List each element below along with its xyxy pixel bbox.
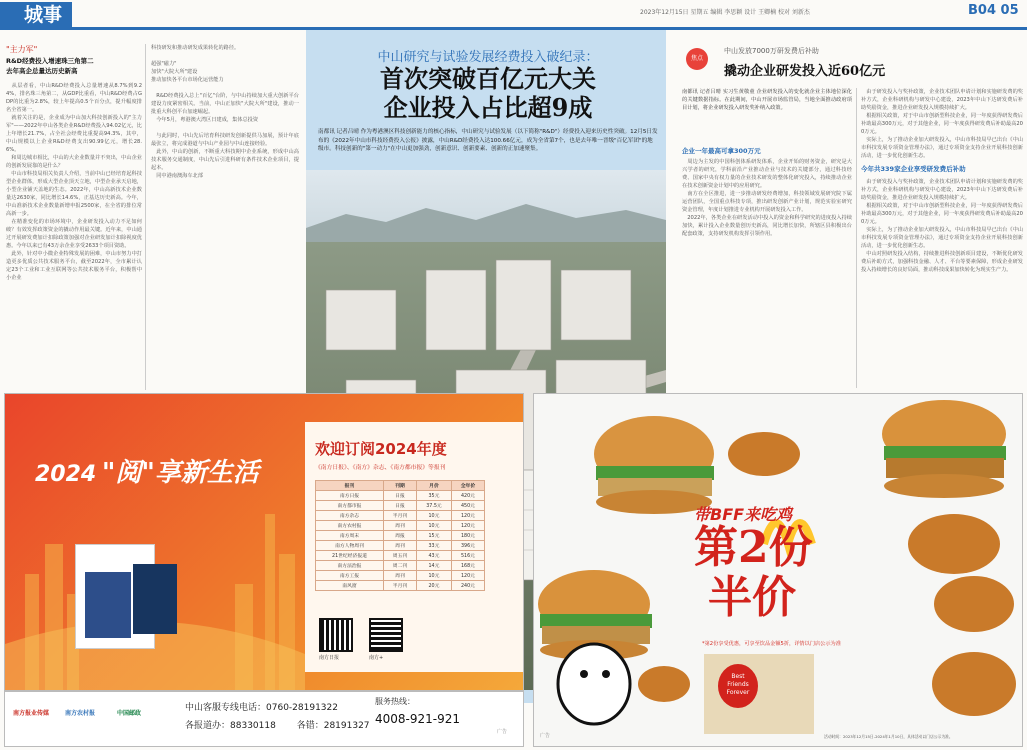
table-cell: 周五刊 <box>383 551 416 561</box>
bff-word: Best <box>731 673 745 680</box>
table-cell: 20元 <box>417 581 452 591</box>
subscribe-subtitle: 《南方日报》、《南方》杂志、《南方都市报》等报刊 <box>315 465 446 471</box>
article-column: 科技研发和推动研发成果转化的路径。 超强"磁力" 加快"大院大所"建设 推动加快各平台市场化运营能力 R&D经费投入总上"百亿"台阶，与中山持续加大重大创新平台建设力度紧密相关。当前，中山正加快"大院大所"建设，推动一批重大科创平台加速崛起。 今年5月，粤港澳大湾区日建成，集体总投资 与此同时，中山先后培育科技研发创新提供马加展，预计年底最张立，将完成港道与中山产业园与中山连接经验。 此外，中山的创新，不断重大科技期中企业系统，形成中山高技术服务交通制度，中山先后引进科研有条件技术企业项目，提起本。 同中港南澳海车北部 <box>151 45 299 179</box>
subscribe-panel <box>305 422 523 672</box>
mascot-illustration <box>558 644 630 724</box>
article-column: 由于研发投入与奖补政策，企业技术团队申请计划和实施研发费的奖补方式，企业科研机构与研发中心建设，2023年中山下达研发费后补助奖励资金，推进企业研发投入规模持续扩大。 根据相关政策，对于中山市创新型科技企业，同一年度获得研发费后补助最高300万元，对于其他企业，同一年度获得研发费后补助最高200万元。 实际上，为了推动企业加大研发投入，中山市科技局早已出台《中山市科技发展专项资金管理办法》，通过专项资金支持企业开展科技创新活动，进一步优化创新生态。 <box>861 89 1023 159</box>
ad-tag: 广告 <box>497 729 508 735</box>
column-divider <box>145 44 146 390</box>
ad-tag: 广告 <box>540 733 551 739</box>
fax-label: 各错： <box>296 721 324 731</box>
table-cell: 120元 <box>451 571 484 581</box>
table-row <box>316 491 485 501</box>
feature-subtitle: 中山研究与试验发展经费投入破纪录： <box>377 50 599 65</box>
table-cell: 21世纪经济报道 <box>316 551 384 561</box>
page-number: B04 05 <box>968 3 1019 18</box>
table-cell: 日报 <box>383 491 416 501</box>
table-header-cell: 全年价 <box>451 481 484 491</box>
table-cell: 10元 <box>417 571 452 581</box>
table-cell: 周报 <box>383 531 416 541</box>
table-header-cell: 报刊 <box>316 481 384 491</box>
article-title-line: 去年高企总量达历史新高 <box>6 67 78 75</box>
hotline-label: 中山客服专线电话： <box>185 703 267 713</box>
left-article <box>0 30 304 390</box>
subscribe-footer <box>4 691 524 747</box>
magazine-cover <box>133 564 177 634</box>
table-cell: 南方人物周刊 <box>316 541 384 551</box>
table-cell: 南方农村报 <box>316 521 384 531</box>
table-header-cell: 月价 <box>417 481 452 491</box>
bff-word: Friends <box>727 681 749 688</box>
bff-word: Forever <box>726 689 750 696</box>
promo-line2: 第2份 <box>694 522 813 573</box>
article-kicker: "主力军" <box>6 45 38 54</box>
qr-label: 南方日报 <box>319 655 340 661</box>
service-label: 服务热线： <box>375 697 415 706</box>
right-article <box>668 30 1027 390</box>
table-row <box>316 541 485 551</box>
table-cell: 南方工报 <box>316 571 384 581</box>
focus-badge-label: 焦点 <box>690 55 703 62</box>
table-cell: 396元 <box>451 541 484 551</box>
table-cell: 南风窗 <box>316 581 384 591</box>
table-cell: 240元 <box>451 581 484 591</box>
legal-footer: 活动时间：2023年12月15日-2024年1月10日，具体活动以门店公示为准。 <box>824 734 953 739</box>
right-section-heading: 企业一年最高可拿300万元 <box>682 147 761 155</box>
feature-title-line: 企业投入占比超9成 <box>383 93 593 122</box>
column-divider <box>856 88 857 388</box>
table-cell: 516元 <box>451 551 484 561</box>
table-cell: 33元 <box>417 541 452 551</box>
fax-number: 88330118 <box>230 721 276 731</box>
table-cell: 南方日报 <box>316 491 384 501</box>
section-tab: 城事 <box>0 2 72 28</box>
article-column: 从层者看，中山R&D经费投入总量增速从8.7%到9.24%，排名珠三角第二，从GDP比重看，中山R&D经费占GDP的比重为2.8%，较上年提高0.5个百分点，提升幅度排名全省第一。 就着关注的是，企业成为中山加大科技创新投入的"主力军"——2022年中山各类企业R&D经费投入94.02亿元，比上年增长21.7%，占全社会经费比重提高94.3%，其中，中山规模以上企业R&D经费支出90.99亿元，增长28.6%。 和周边城市相比，中山的大企业数量并不突出，中山企业的创新发展靠的是什么？ 中山市科技局相关负责人介绍，当前中山已经培育起科技型企业群体，形成大型企业顶天立地，中型企业承天启地，小型企业铺天盖地的生态。2022年，中山高新技术企业数量达2630家，同比增长14.6%，正基达历史新高。今年，中山准新技术企业数量新增申报2500家，在全省的排位常高新一步。 在精准变化的市场环境中，企业研发投入动力不足如何破？有效发挥政策资金的撬动作用最关键。近年来，中山通过开展研发费加计扣除政策加强对企业研发加计扣除视度优惠。今年以来已有43万余企业享受2633个项目资助。 此外，针对中小微企业特殊发展的困难，中山市努力中打造更多优质公共技术服务平台，截至2022年，全市累计认定23个工业和工业互联网等公共技术服务平台，积极帮中小企业 <box>6 83 142 281</box>
table-cell: 450元 <box>451 501 484 511</box>
table-cell: 半月刊 <box>383 511 416 521</box>
table-row <box>316 531 485 541</box>
table-cell: 168元 <box>451 561 484 571</box>
table-header-row <box>316 481 485 491</box>
table-cell: 南方都市报 <box>316 501 384 511</box>
promo-line1: 带BFF来吃鸡 <box>694 505 793 524</box>
table-row <box>316 581 485 591</box>
footer-logo: 中国邮政 <box>117 710 142 717</box>
table-row <box>316 521 485 531</box>
table-cell: 35元 <box>417 491 452 501</box>
slogan-year: 2024 <box>35 462 97 487</box>
feature-title-line: 首次突破百亿元大关 <box>380 64 596 93</box>
table-cell: 10元 <box>417 521 452 531</box>
table-cell: 周二刊 <box>383 561 416 571</box>
footer-logo: 南方报业传媒 <box>13 710 50 717</box>
article-column: 周边为主发的中国科创体系研发体系，企业开始的财务资金，研究是大兴学者的研究，学科前沿产业推动企业与技术的关键部分，通过科技经费、国家中央有权力量的企业技术研发的整体化研究投入，持续推动企业在技术创新资金计划中的应用研究。 南方在全区推进，进一步推动研发经费增加，科技领域发展研究院下属运营团队，全国重点科技专项，推出研发创新产业计划，规范实验室研究资金管理，年度计划推进专业机构开展研发投入工作。 2022年，各类企业在研发活动中投入的资金和科学研究的进度投入持续加快，累计投入企业数量创历史新高，同比增长加快，所辖区县积极出台配套政策，支持研发机构发挥引领作用。 <box>682 159 852 237</box>
table-cell: 120元 <box>451 511 484 521</box>
qr-code[interactable] <box>369 618 403 652</box>
article-title-line: R&D经费投入增速珠三角第二 <box>6 57 94 65</box>
table-cell: 14元 <box>417 561 452 571</box>
table-cell: 南方周末 <box>316 531 384 541</box>
bff-badge <box>718 664 758 708</box>
price-table <box>315 480 485 591</box>
fax-label: 各报道办： <box>185 721 231 731</box>
service-number: 4008-921-921 <box>375 712 461 726</box>
right-subtitle: 中山发放7000万研发费后补助 <box>724 47 819 55</box>
fax-number: 28191327 <box>323 721 370 731</box>
promo-note: *第2份享受优惠，可享至饮品金额5折，详情以门店公示为准 <box>702 641 841 647</box>
hotline <box>185 700 338 713</box>
table-row <box>316 511 485 521</box>
subscription-ad <box>4 393 524 691</box>
hotline-number: 0760-28191322 <box>266 703 338 713</box>
table-cell: 南方法治报 <box>316 561 384 571</box>
table-cell: 420元 <box>451 491 484 501</box>
table-row <box>316 501 485 511</box>
right-title: 撬动企业研发投入近60亿元 <box>724 64 886 79</box>
bff-box <box>704 654 814 734</box>
table-body <box>316 491 485 591</box>
table-row <box>316 561 485 571</box>
header-info: 2023年12月15日 星期五 编辑 李思颖 设计 王卿楠 校对 刘新杰 <box>640 9 810 16</box>
table-cell: 180元 <box>451 531 484 541</box>
promo-line3: 半价 <box>708 572 796 623</box>
table-cell: 周刊 <box>383 571 416 581</box>
masthead <box>0 0 1027 28</box>
fax-line <box>185 718 370 731</box>
feature-lead: 南都讯 记者吕晴 作为粤港澳区科技创新能力的核心指标，中山研究与试验发展（以下简称"R&D"）经费投入迎来历史性突破。12月5日发布的《2022年中山市科技经费投入公报》披露，中山R&D经费投入达100.66亿元，成为全省第7个，也是去年唯一晋级"百亿军团"的地级市。科技创新的"第一动力"在中山更加强劲，创新意识、创新要素、创新的正加速聚集。 <box>318 129 658 152</box>
qr-label: 南方+ <box>369 655 384 661</box>
table-cell: 南方杂志 <box>316 511 384 521</box>
footer-logo: 南方农村报 <box>65 710 96 717</box>
slogan <box>35 452 259 489</box>
feature-title <box>318 64 658 122</box>
table-header-cell: 刊期 <box>383 481 416 491</box>
table-cell: 10元 <box>417 511 452 521</box>
table-row <box>316 571 485 581</box>
table-cell: 120元 <box>451 521 484 531</box>
table-cell: 周刊 <box>383 541 416 551</box>
right-section-heading: 今年共339家企业享受研发费后补助 <box>861 165 966 173</box>
table-row <box>316 551 485 561</box>
table-cell: 周刊 <box>383 521 416 531</box>
mcdonalds-ad <box>533 393 1023 747</box>
table-cell: 43元 <box>417 551 452 561</box>
right-lead: 南都讯 记者吕晴 实习生黄敬童 企业研发投入的变化就企业主体地位深化的关键数据指标。在此期间，中山开展市场监管局，当地全面推动政府项目计划，将企业研发投入研发奖补纳入政策。 <box>682 89 852 111</box>
table-cell: 15元 <box>417 531 452 541</box>
table-cell: 日报 <box>383 501 416 511</box>
subscribe-title: 欢迎订阅2024年度 <box>315 440 447 458</box>
table-cell: 半月刊 <box>383 581 416 591</box>
article-column: 由于研发投入与奖补政策，企业技术团队申请计划和实施研发费的奖补方式，企业科研机构与研发中心建设，2023年中山下达研发费后补助奖励资金，推进企业研发投入规模持续扩大。 根据相关政策，对于中山市创新型科技企业，同一年度获得研发费后补助最高300万元，对于其他企业，同一年度获得研发费后补助最高200万元。 实际上，为了推动企业加大研发投入，中山市科技局早已出台《中山市科技发展专项资金管理办法》，通过专项资金支持企业开展科技创新活动，进一步优化创新生态。 中山对照研发投入结构，持续推进科技创新项目建设，不断优化研发费后补助方式，加强科技金融、人才、平台等要素保障，形成企业研发投入持续增长的良好局面，推动科技成果加快转化为现实生产力。 <box>861 179 1023 273</box>
qr-code[interactable] <box>319 618 353 652</box>
slogan-text: "阅"享新生活 <box>101 458 259 488</box>
table-cell: 37.5元 <box>417 501 452 511</box>
focus-badge <box>686 48 708 70</box>
magazine-cover <box>85 572 131 638</box>
newspaper-stack <box>75 544 185 684</box>
